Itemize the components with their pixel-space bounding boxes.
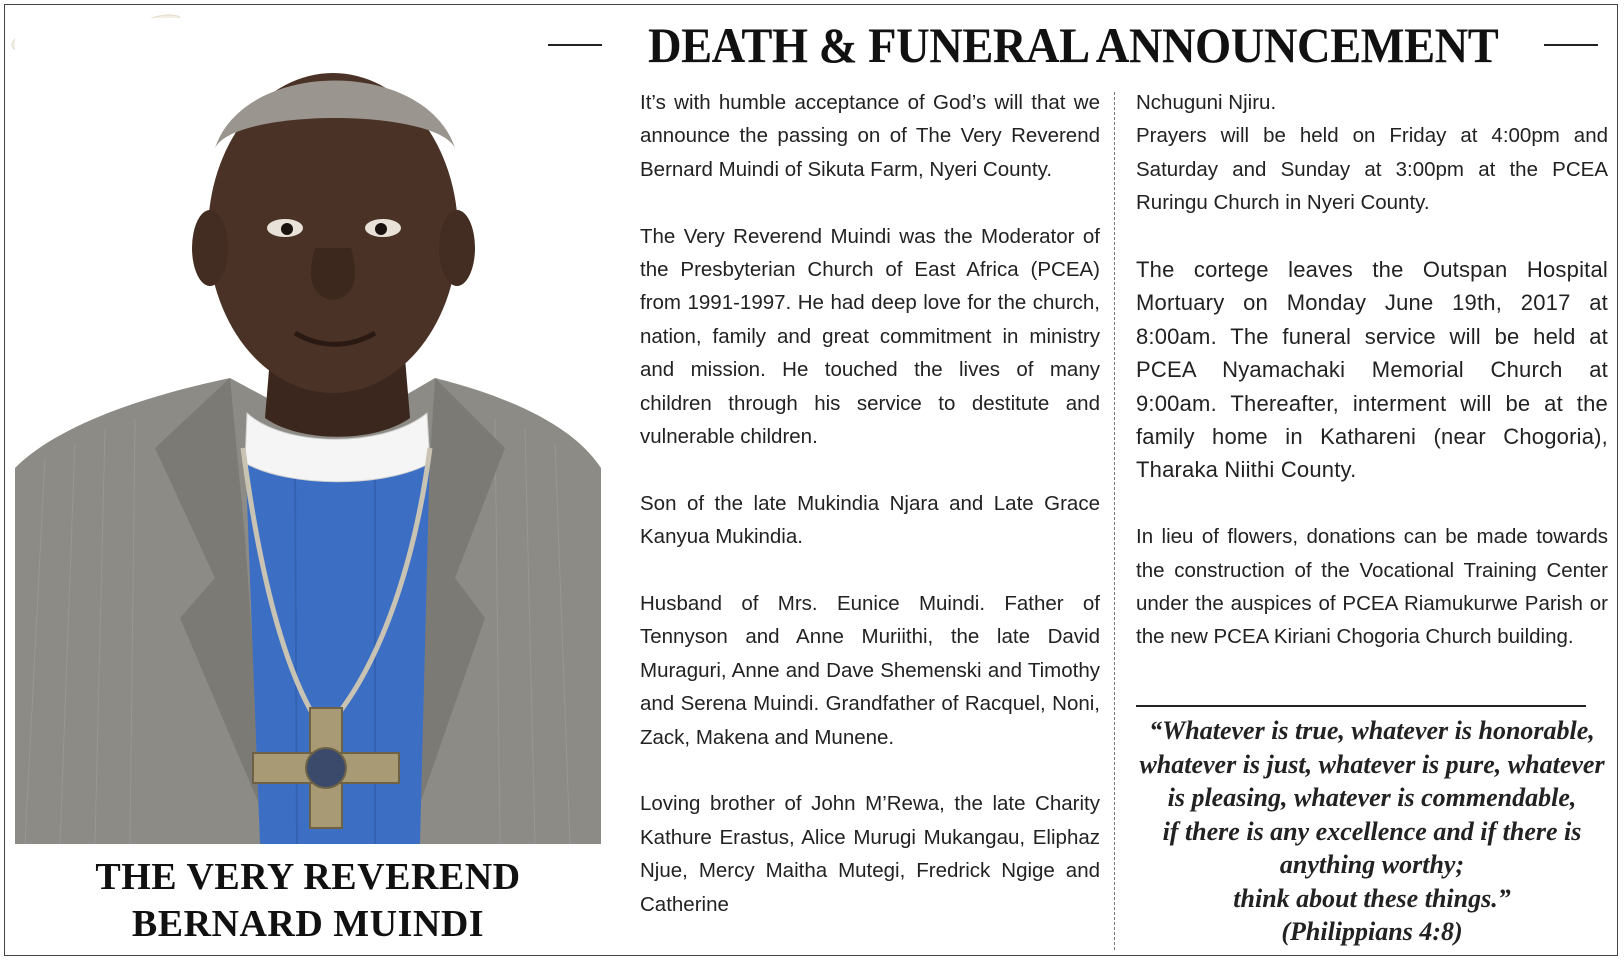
paragraph-prayers: Prayers will be held on Friday at 4:00pm and Saturday and Sunday at 3:00pm at the PCEA Ruringu Church in Nyeri County. <box>1136 124 1608 215</box>
paragraph-intro: It’s with humble acceptance of God’s will that we announce the passing on of The Very Reverend Bernard Muindi of Sikuta Farm, Nyeri County. <box>640 91 1100 181</box>
paragraph-family: Husband of Mrs. Eunice Muindi. Father of Tennyson and Anne Muriithi, the late David Muraguri, Anne and Dave Shemenski and Timothy and Serena Muindi. Grandfather of Racquel, Noni, Zack, Makena and Munene. <box>640 592 1100 749</box>
verse-line: is pleasing, whatever is commendable, <box>1167 783 1577 812</box>
paragraph-donations: In lieu of flowers, donations can be made towards the construction of the Vocational Training Center under the auspices of PCEA Riamukurwe Parish or the new PCEA Kiriani Chogoria Church building. <box>1136 525 1608 649</box>
verse-line: “Whatever is true, whatever is honorable, <box>1149 716 1595 745</box>
paragraph-siblings: Loving brother of John M’Rewa, the late Charity Kathure Erastus, Alice Murugi Mukangau, Eliphaz Njue, Mercy Maitha Mutegi, Fredrick Ngige and Catherine <box>640 792 1100 916</box>
column-divider <box>1114 92 1115 950</box>
paragraph-siblings-continued: Nchuguni Njiru. <box>1136 91 1277 114</box>
headline-text: DEATH & FUNERAL ANNOUNCEMENT <box>647 17 1499 73</box>
headline <box>533 10 1613 80</box>
verse-line: think about these things.” <box>1233 883 1511 913</box>
verse-rule <box>1136 705 1586 707</box>
announcement-column-1 <box>640 86 1100 946</box>
paragraph-cortege: The cortege leaves the Outspan Hospital Mortuary on Monday June 19th, 2017 at 8:00am. The funeral service will be held at PCEA Nyamachaki Memorial Church at 9:00am. Thereafter, interment will be at the family home in Kathareni (near Chogoria), Tharaka Niithi County. <box>1136 257 1608 483</box>
verse-reference: (Philippians 4:8) <box>1281 917 1463 946</box>
verse-line: whatever is just, whatever is pure, whatever <box>1139 749 1605 779</box>
bible-verse <box>1130 714 1614 949</box>
portrait-photo <box>15 18 601 844</box>
verse-line: if there is any excellence and if there is <box>1162 816 1582 846</box>
headline-rule-right <box>1544 44 1598 46</box>
announcement-column-2 <box>1136 86 1608 687</box>
verse-line: anything worthy; <box>1279 850 1465 879</box>
name-line-2: BERNARD MUINDI <box>131 903 485 945</box>
paragraph-biography: The Very Reverend Muindi was the Moderator of the Presbyterian Church of East Africa (PCEA) from 1991-1997. He had deep love for the church, nation, family and great commitment in ministry and mission. He touched the lives of many children through his service to destitute and vulnerable children. <box>640 224 1100 449</box>
name-line-1: THE VERY REVEREND <box>95 856 521 898</box>
paragraph-parents: Son of the late Mukindia Njara and Late Grace Kanyua Mukindia. <box>640 491 1100 549</box>
headline-rule-left <box>548 44 602 46</box>
